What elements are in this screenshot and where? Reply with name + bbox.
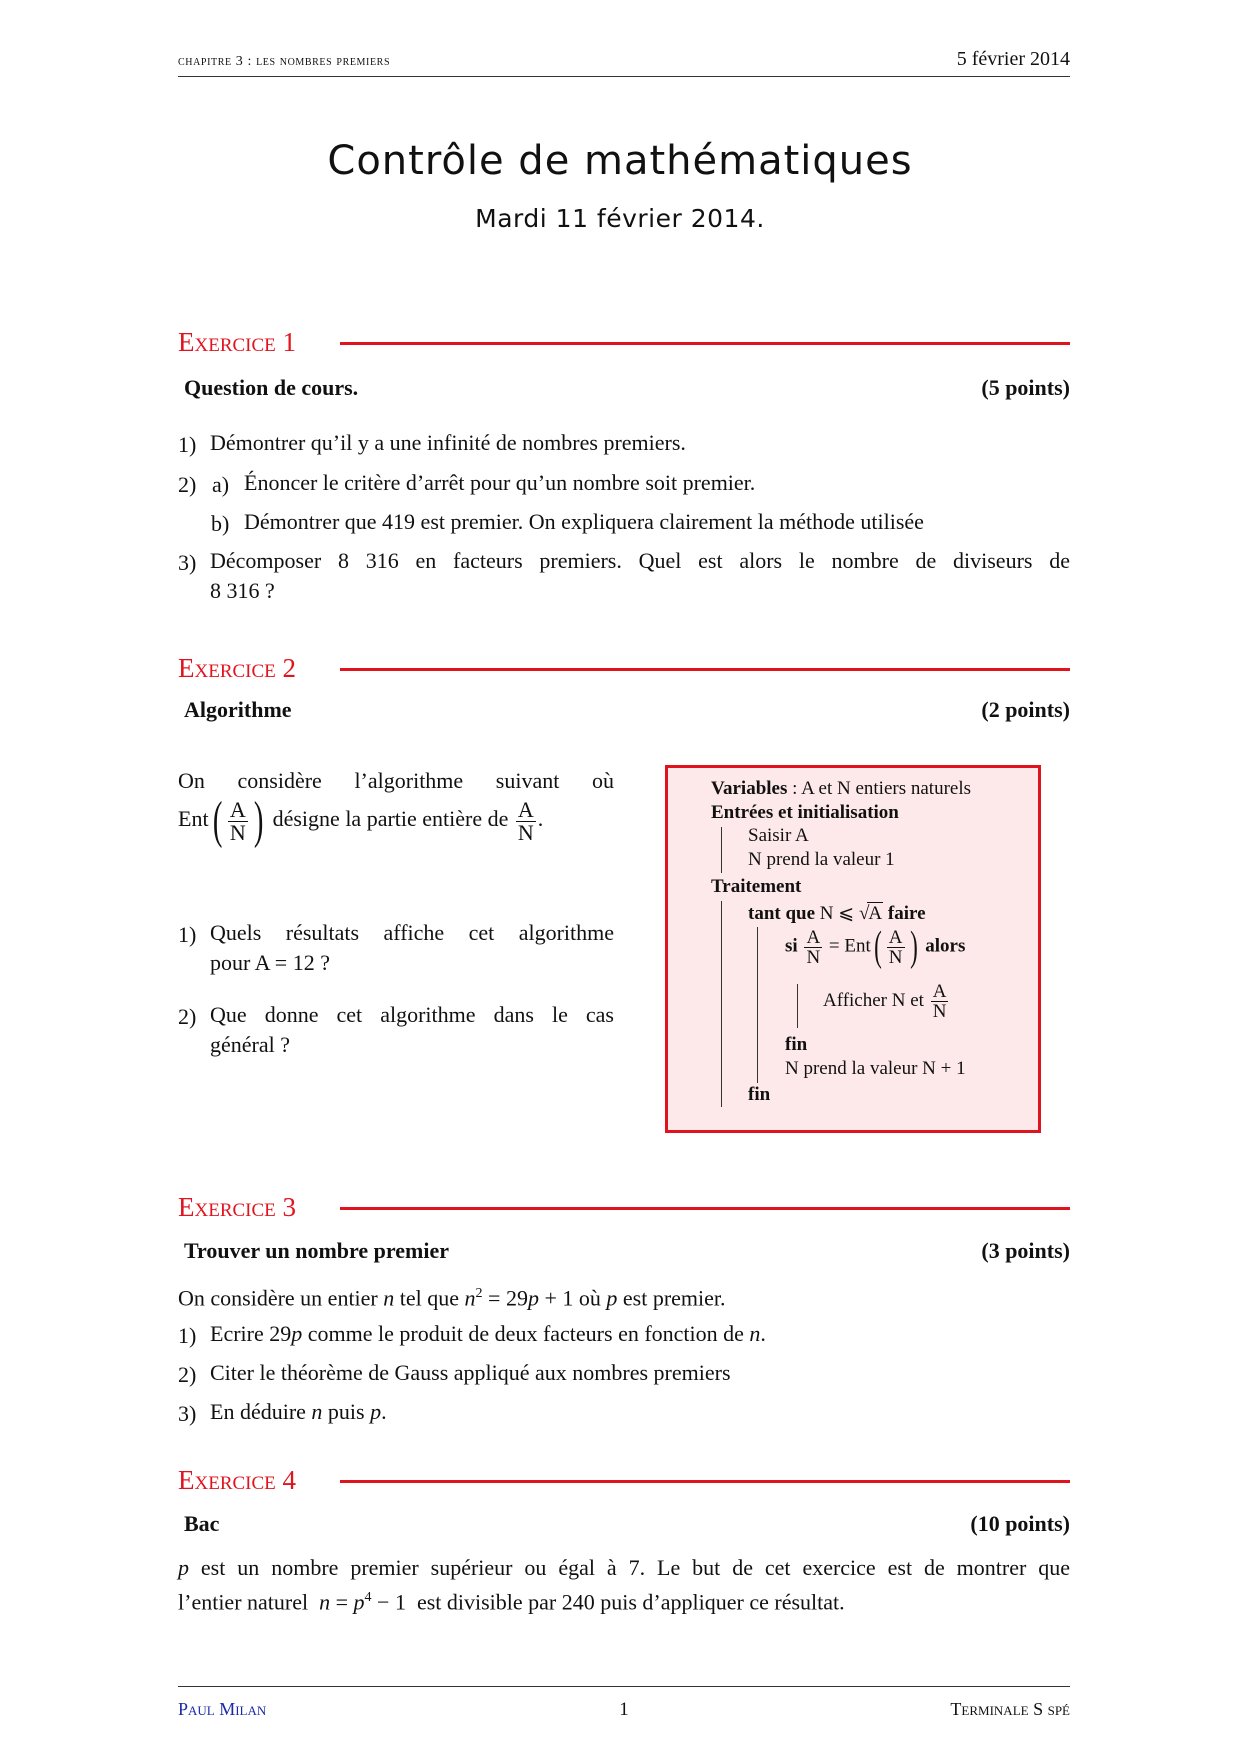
- frac-numerator: A: [806, 926, 821, 948]
- fraction-a-over-n: [804, 928, 822, 967]
- var-n: n: [319, 1589, 331, 1615]
- frac-denominator: N: [932, 1001, 947, 1022]
- exercise-label: Exercice 1: [178, 325, 326, 359]
- exercise-subtitle: Trouver un nombre premier: [184, 1238, 450, 1263]
- var-p: p: [527, 1285, 539, 1311]
- var-p: p: [353, 1589, 365, 1615]
- text: =: [335, 1589, 349, 1615]
- frac-denominator: N: [229, 819, 246, 845]
- exercise-1-subheading: [184, 375, 1070, 405]
- algo-increment: N prend la valeur N + 1: [785, 1058, 966, 1079]
- exercise-points: (3 points): [981, 1238, 1070, 1263]
- question-number: 1): [178, 1323, 197, 1348]
- frac-numerator: A: [888, 926, 903, 948]
- running-footer: [178, 1686, 1070, 1720]
- fraction-a-over-n: [931, 982, 949, 1021]
- item-text-continued: 8 316 ?: [210, 578, 275, 603]
- algo-while-line: tant que N ⩽ √A faire: [748, 903, 926, 924]
- exponent: 4: [364, 1590, 372, 1605]
- right-paren: ): [909, 924, 918, 970]
- item-number: 2): [178, 472, 197, 497]
- var-p: p: [606, 1285, 618, 1311]
- exercise-2-heading: [178, 651, 1070, 685]
- exercise-subtitle: Question de cours.: [184, 375, 359, 400]
- text: On considère un entier: [178, 1285, 378, 1311]
- var-n: n: [464, 1285, 476, 1311]
- text: est un nombre premier supérieur ou égal à 7. Le but de cet exercice est de montrer que: [200, 1555, 1070, 1580]
- algo-block-bar: [797, 984, 798, 1028]
- if-condition: = Ent: [828, 935, 871, 957]
- heading-rule: [340, 1207, 1070, 1210]
- display-text: Afficher N et: [823, 989, 924, 1011]
- exercise-4-subheading: [184, 1511, 1070, 1541]
- exercise-points: (5 points): [981, 375, 1070, 400]
- keyword-while: tant que: [748, 903, 816, 924]
- question-number: 1): [178, 922, 197, 947]
- algo-if-line: [785, 926, 965, 968]
- keyword-do: faire: [887, 903, 926, 924]
- keyword-if: si: [785, 935, 798, 957]
- exercise-label: Exercice 4: [178, 1463, 326, 1497]
- text: est premier.: [622, 1285, 726, 1311]
- question-number: 2): [178, 1004, 197, 1029]
- exercise-3-heading: [178, 1190, 1070, 1224]
- var-p: p: [291, 1321, 303, 1346]
- text: l’entier naturel: [178, 1589, 309, 1615]
- fraction-a-over-n: [887, 928, 905, 967]
- chapter-label: chapitre 3 : les nombres premiers: [178, 54, 391, 69]
- exercise-points: (10 points): [970, 1511, 1070, 1536]
- sqrt-argument: A: [868, 903, 883, 924]
- exercise-4-line1: [178, 1553, 1070, 1583]
- question-text: Que donne cet algorithme dans le cas: [210, 1002, 614, 1027]
- text: tel que: [399, 1285, 460, 1311]
- exercise-2-subheading: [184, 697, 1070, 727]
- item-number: 1): [178, 432, 197, 457]
- item-text: Décomposer 8 316 en facteurs premiers. Quel est alors le nombre de diviseurs de: [210, 548, 1070, 573]
- left-paren: (: [873, 924, 882, 970]
- text: En déduire: [210, 1399, 306, 1424]
- fraction-a-over-n: [228, 796, 248, 845]
- text: = 29: [488, 1285, 528, 1311]
- question-number: 3): [178, 1401, 197, 1426]
- text: comme le produit de deux facteurs en fonction de: [307, 1321, 744, 1346]
- text: + 1 où: [544, 1285, 601, 1311]
- text: est divisible par 240 puis d’appliquer ce résultat.: [416, 1589, 845, 1615]
- algo-variables: [711, 778, 971, 800]
- fraction-a-over-n: [516, 796, 536, 845]
- var-n: n: [383, 1285, 395, 1311]
- exercise-4-line2: [178, 1583, 845, 1617]
- algo-intro-line2: Ent( $\frac{A}{N}$ ) désigne la partie entière de $\frac{A}{N}$ .: [178, 792, 544, 849]
- algo-variables-text: : A et N entiers naturels: [787, 778, 972, 799]
- question-text: Citer le théorème de Gauss appliqué aux nombres premiers: [210, 1360, 731, 1385]
- item-text: Démontrer qu’il y a une infinité de nombres premiers.: [210, 430, 686, 455]
- page-subtitle: Mardi 11 février 2014.: [475, 204, 765, 233]
- question-text-continued: général ?: [210, 1032, 290, 1057]
- exponent: 2: [475, 1286, 483, 1301]
- exercise-3-subheading: [184, 1238, 1070, 1268]
- var-p: p: [178, 1555, 189, 1580]
- exercise-3-intro: [178, 1279, 726, 1313]
- algo-processing-label: Traitement: [711, 876, 802, 897]
- question-text-continued: pour A = 12 ?: [210, 950, 330, 975]
- item-subletter: a): [212, 472, 230, 497]
- question-text: En déduire n puis p.: [210, 1399, 387, 1424]
- algo-endwhile: fin: [748, 1084, 771, 1105]
- page-title: Contrôle de mathématiques: [327, 138, 913, 184]
- frac-numerator: A: [229, 796, 246, 822]
- algo-display-line: [823, 982, 950, 1021]
- frac-denominator: N: [517, 819, 534, 845]
- item-text: Énoncer le critère d’arrêt pour qu’un nombre soit premier.: [244, 470, 756, 495]
- var-n: n: [311, 1399, 323, 1424]
- ent-label: Ent: [178, 806, 209, 832]
- heading-rule: [340, 1480, 1070, 1483]
- class-label: Terminale S spé: [950, 1699, 1070, 1719]
- heading-rule: [340, 342, 1070, 345]
- exercise-subtitle: Bac: [184, 1511, 220, 1536]
- item-number: 3): [178, 550, 197, 575]
- frac-numerator: A: [932, 981, 947, 1002]
- algorithm-box: [665, 765, 1041, 1133]
- while-condition: N ⩽: [819, 903, 855, 924]
- algo-variables-label: Variables: [711, 778, 788, 799]
- question-number: 2): [178, 1362, 197, 1387]
- text: puis: [327, 1399, 365, 1424]
- frac-denominator: N: [888, 946, 903, 968]
- left-paren: (: [212, 792, 222, 849]
- frac-numerator: A: [517, 796, 534, 822]
- heading-rule: [340, 668, 1070, 671]
- exercise-subtitle: Algorithme: [184, 697, 292, 722]
- algo-block-bar: [721, 901, 722, 1107]
- item-text: Démontrer que 419 est premier. On expliquera clairement la méthode utilisée: [244, 509, 924, 534]
- algo-line-saisir: Saisir A: [748, 825, 809, 846]
- text: Ecrire 29: [210, 1321, 292, 1346]
- exercise-1-heading: [178, 325, 1070, 359]
- algo-block-bar: [721, 827, 722, 873]
- algo-block-bar: [757, 927, 758, 1083]
- exercise-label: Exercice 2: [178, 651, 326, 685]
- item-subletter: b): [211, 511, 230, 536]
- text: − 1: [377, 1589, 406, 1615]
- algo-intro-line1: On considère l’algorithme suivant où: [178, 768, 614, 793]
- var-p: p: [370, 1399, 382, 1424]
- frac-denominator: N: [806, 946, 821, 968]
- right-paren: ): [253, 792, 264, 849]
- exercise-points: (2 points): [981, 697, 1070, 722]
- author: Paul Milan: [178, 1699, 267, 1719]
- exercise-label: Exercice 3: [178, 1190, 326, 1224]
- question-text: Ecrire 29p comme le produit de deux facteurs en fonction de n.: [210, 1321, 766, 1346]
- var-n: n: [749, 1321, 761, 1346]
- algo-inputs-label: Entrées et initialisation: [711, 802, 899, 823]
- running-header: [178, 48, 1070, 77]
- question-text: Quels résultats affiche cet algorithme: [210, 920, 614, 945]
- header-date: 5 février 2014: [956, 48, 1070, 70]
- exercise-4-heading: [178, 1463, 1070, 1497]
- algo-line-init: N prend la valeur 1: [748, 849, 895, 870]
- algo-endif: fin: [785, 1034, 808, 1055]
- page-number: 1: [619, 1699, 629, 1720]
- intro-text: désigne la partie entière de: [272, 806, 509, 832]
- keyword-then: alors: [925, 935, 966, 957]
